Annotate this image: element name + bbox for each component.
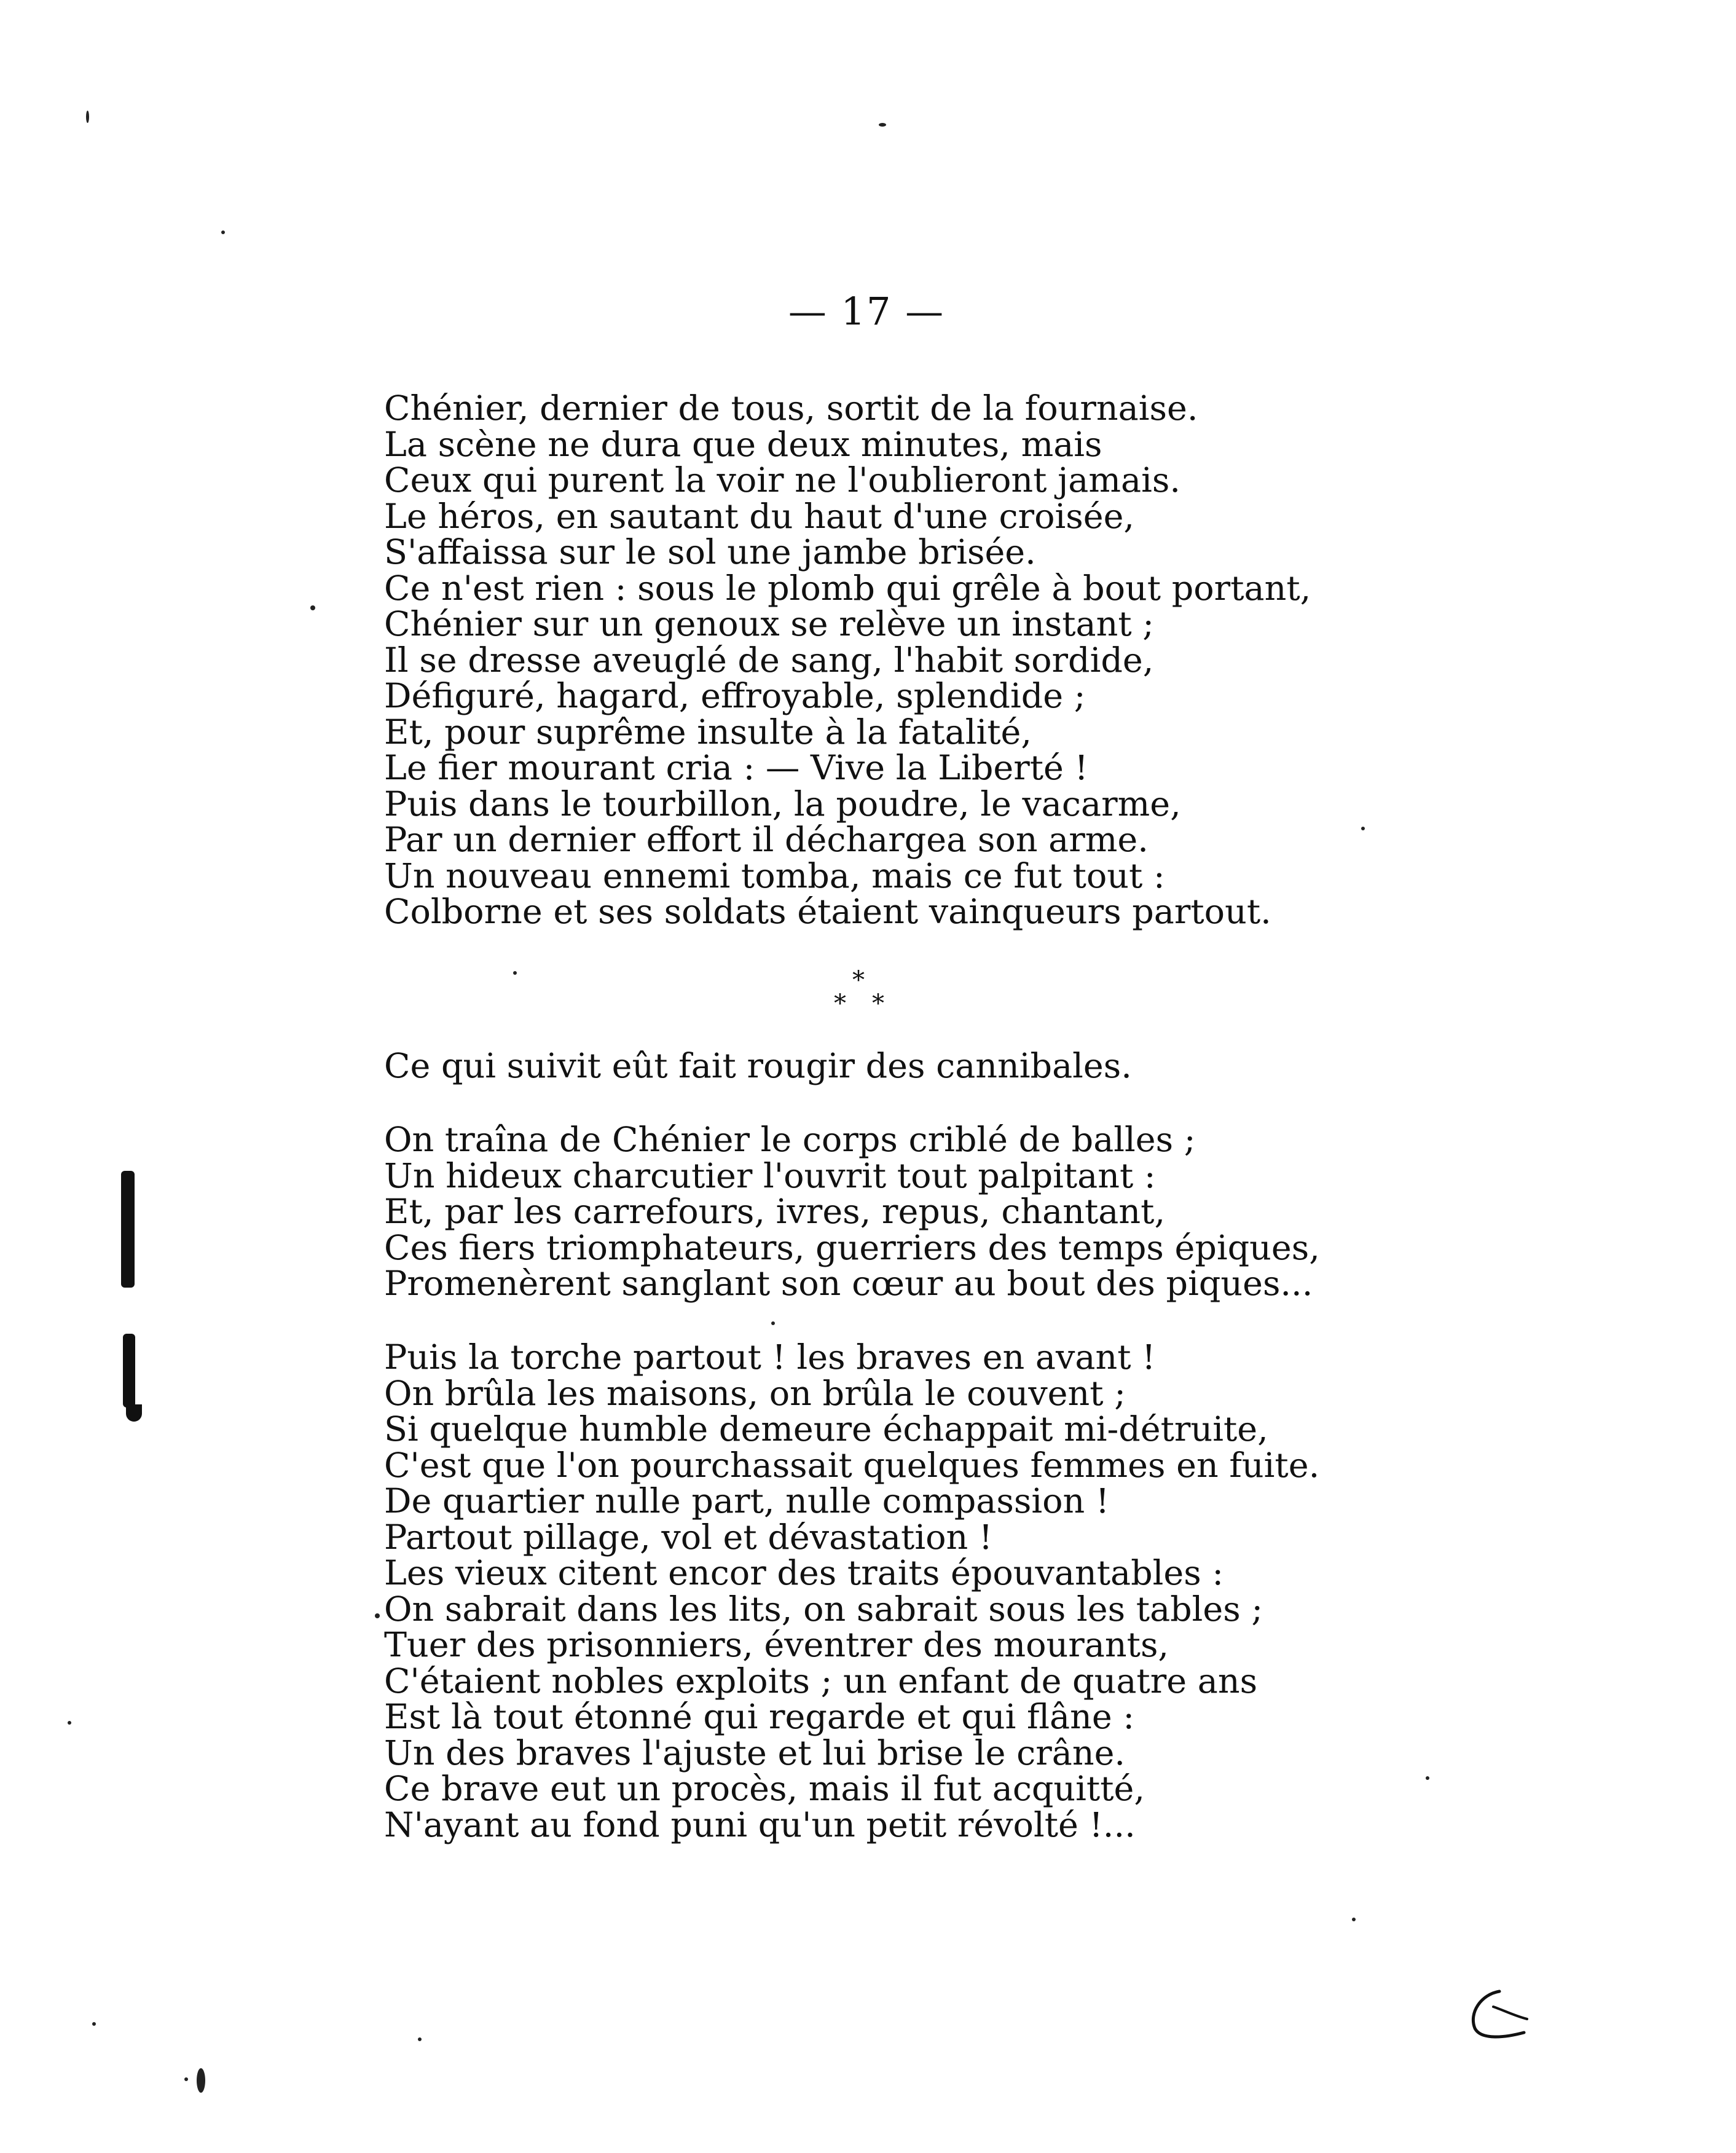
scan-speck bbox=[771, 1321, 775, 1325]
verse-line: Ces fiers triomphateurs, guerriers des temps épiques, bbox=[384, 1227, 1320, 1268]
scan-speck bbox=[184, 2077, 188, 2081]
verse-line: C'est que l'on pourchassait quelques femmes en fuite. bbox=[384, 1445, 1320, 1486]
verse-line: Chénier, dernier de tous, sortit de la fournaise. bbox=[384, 388, 1198, 428]
verse-line: Un des braves l'ajuste et lui brise le crâne. bbox=[384, 1733, 1126, 1773]
verse-line: S'affaissa sur le sol une jambe brisée. bbox=[384, 532, 1036, 572]
verse-line: Puis la torche partout ! les braves en avant ! bbox=[384, 1337, 1156, 1377]
verse-line: Les vieux citent encor des traits épouvantables : bbox=[384, 1553, 1224, 1593]
scan-speck bbox=[513, 971, 517, 975]
verse-line: Ce brave eut un procès, mais il fut acquitté, bbox=[384, 1769, 1145, 1809]
verse-line: De quartier nulle part, nulle compassion ! bbox=[384, 1481, 1110, 1521]
verse-line: La scène ne dura que deux minutes, mais bbox=[384, 424, 1102, 465]
verse-line: C'étaient nobles exploits ; un enfant de quatre ans bbox=[384, 1661, 1258, 1701]
verse-line: Ce n'est rien : sous le plomb qui grêle à bout portant, bbox=[384, 568, 1311, 608]
verse-line: Ceux qui purent la voir ne l'oublieront jamais. bbox=[384, 460, 1180, 500]
scan-speck bbox=[879, 123, 886, 127]
scan-speck bbox=[68, 1721, 71, 1725]
stanza-3 bbox=[384, 1122, 1320, 1302]
verse-line: Et, pour suprême insulte à la fatalité, bbox=[384, 712, 1032, 752]
verse-line: Puis dans le tourbillon, la poudre, le vacarme, bbox=[384, 784, 1181, 824]
verse-line: Le fier mourant cria : — Vive la Liberté ! bbox=[384, 748, 1088, 788]
scan-speck bbox=[86, 111, 89, 123]
binding-mark bbox=[126, 1404, 142, 1422]
verse-line: Est là tout étonné qui regarde et qui flâne : bbox=[384, 1697, 1135, 1737]
verse-line: Promenèrent sanglant son cœur au bout des piques... bbox=[384, 1264, 1313, 1304]
verse-line: Défiguré, hagard, effroyable, splendide ; bbox=[384, 676, 1086, 716]
verse-line: Le héros, en sautant du haut d'une croisée, bbox=[384, 496, 1135, 537]
verse-line: Si quelque humble demeure échappait mi-détruite, bbox=[384, 1409, 1268, 1449]
verse-line: On brûla les maisons, on brûla le couvent ; bbox=[384, 1373, 1126, 1414]
verse-line: Colborne et ses soldats étaient vainqueurs partout. bbox=[384, 892, 1271, 932]
handwritten-mark bbox=[1456, 1982, 1549, 2050]
binding-mark bbox=[121, 1171, 135, 1288]
verse-line: Par un dernier effort il déchargea son arme. bbox=[384, 820, 1149, 860]
verse-line: Ce qui suivit eût fait rougir des cannibales. bbox=[384, 1046, 1132, 1086]
scan-speck bbox=[92, 2022, 96, 2026]
scan-speck bbox=[375, 1613, 380, 1618]
verse-line: Tuer des prisonniers, éventrer des mourants, bbox=[384, 1625, 1169, 1665]
verse-line: Il se dresse aveuglé de sang, l'habit sordide, bbox=[384, 640, 1154, 680]
verse-line: Un hideux charcutier l'ouvrit tout palpitant : bbox=[384, 1155, 1156, 1196]
asterism-star: * bbox=[834, 990, 846, 1018]
scan-speck bbox=[1426, 1776, 1429, 1780]
verse-line: Un nouveau ennemi tomba, mais ce fut tout : bbox=[384, 856, 1165, 896]
binding-mark bbox=[123, 1334, 135, 1407]
scan-speck bbox=[1352, 1918, 1356, 1921]
asterism-star: * bbox=[872, 990, 884, 1018]
scan-speck bbox=[221, 230, 225, 234]
verse-line: Et, par les carrefours, ivres, repus, chantant, bbox=[384, 1192, 1166, 1232]
stanza-2 bbox=[384, 1046, 1132, 1086]
scan-speck bbox=[310, 605, 315, 610]
scan-speck bbox=[197, 2068, 205, 2093]
stanza-1 bbox=[384, 388, 1311, 932]
scan-speck bbox=[418, 2037, 422, 2041]
asterism-separator bbox=[820, 968, 906, 1017]
verse-line: On traîna de Chénier le corps criblé de balles ; bbox=[384, 1120, 1196, 1160]
verse-line: On sabrait dans les lits, on sabrait sous les tables ; bbox=[384, 1589, 1263, 1629]
verse-line: Chénier sur un genoux se relève un instant ; bbox=[384, 604, 1154, 644]
page-number: — 17 — bbox=[788, 289, 945, 334]
verse-line: Partout pillage, vol et dévastation ! bbox=[384, 1517, 993, 1557]
stanza-4 bbox=[384, 1337, 1320, 1845]
verse-line: N'ayant au fond puni qu'un petit révolté !... bbox=[384, 1805, 1136, 1845]
asterism-star: * bbox=[852, 966, 865, 994]
scan-speck bbox=[1361, 827, 1365, 830]
